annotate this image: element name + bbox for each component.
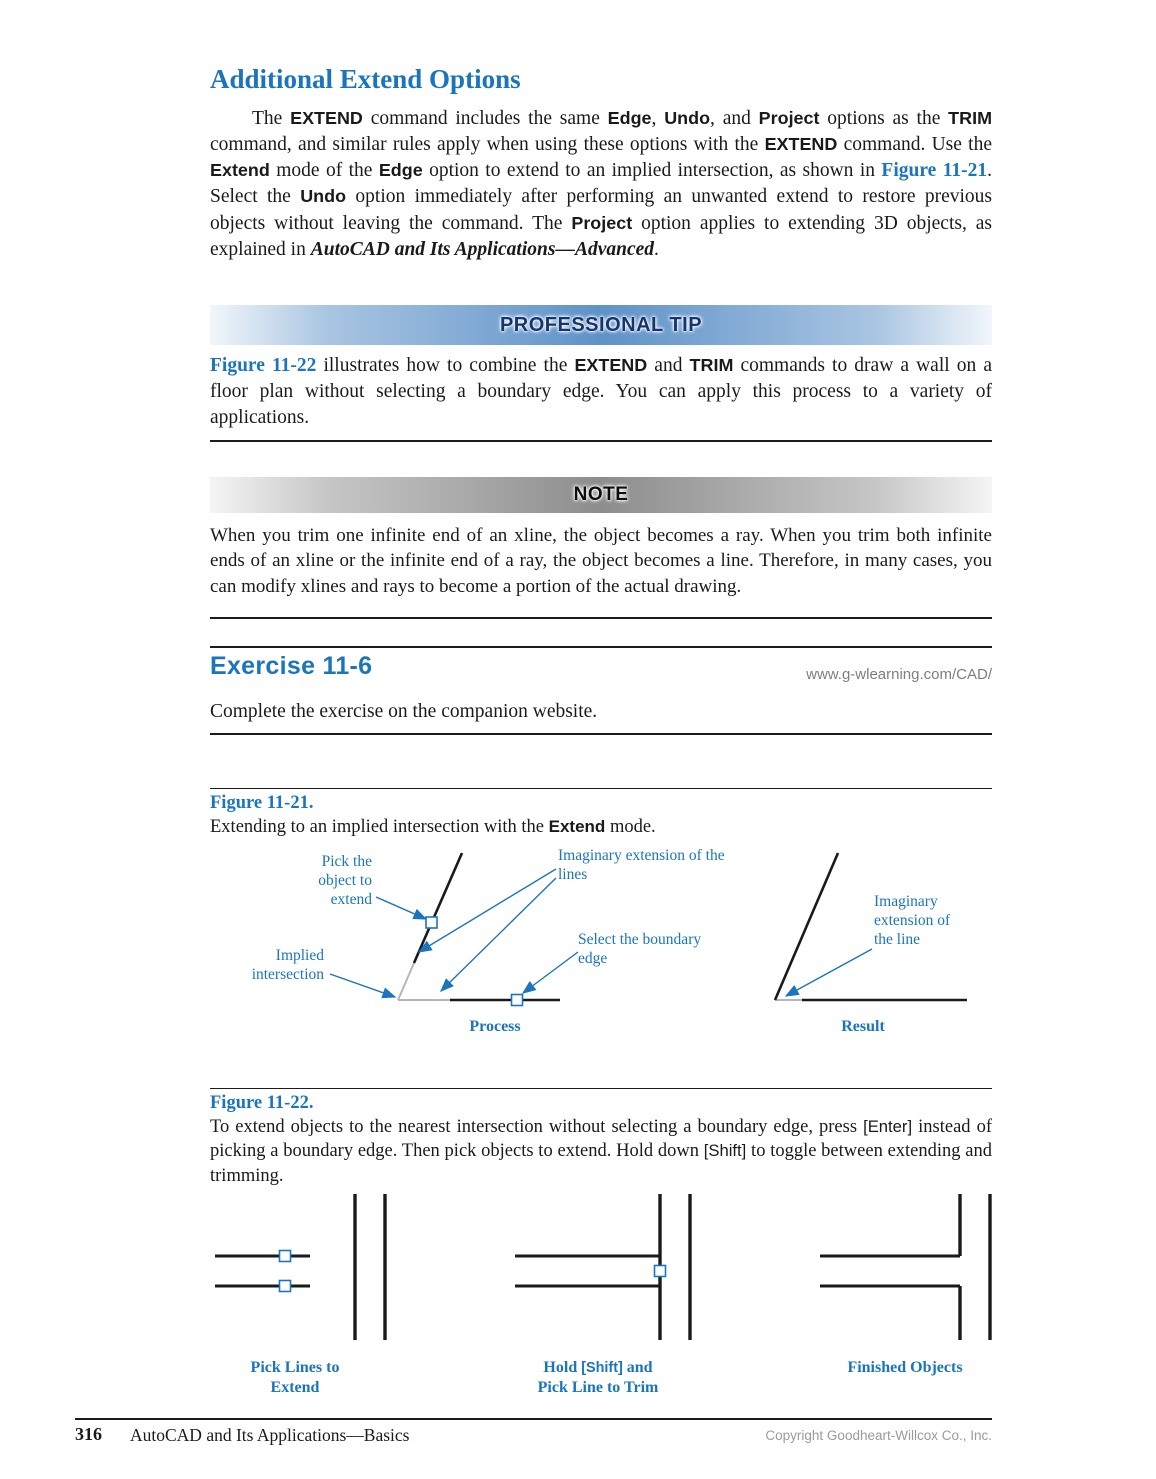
divider (210, 733, 992, 735)
object-to-extend-line (414, 853, 462, 963)
process-label: Process (469, 1018, 521, 1035)
divider (210, 617, 992, 619)
pick-box (655, 1266, 666, 1277)
annotation-imaginary-extension-lines: Imaginary extension of the lines (558, 847, 725, 883)
divider (210, 440, 992, 442)
page-title: Additional Extend Options (210, 64, 521, 94)
label-finished: Finished Objects (847, 1359, 963, 1376)
figure-21-label: Figure 11-21. (210, 793, 314, 813)
pick-box (280, 1281, 291, 1292)
figure-22-caption: To extend objects to the nearest intersection without selecting a boundary edge, press [Enter] instead of picking a boundary edge. Then pick objects to extend. Hold down [Shift] to toggle between extending and trimming. (210, 1117, 992, 1186)
note-paragraph: When you trim one infinite end of an xline, the object becomes a ray. When you trim both infinite ends of an xline or the infinite end of a ray, the object becomes a line. Therefore, in many cases, you can modify xlines and rays to become a portion of the actual drawing. (210, 525, 992, 597)
figure-22-drawing (210, 1192, 992, 1352)
divider (210, 646, 992, 648)
label-hold-shift: Hold [Shift] and Pick Line to Trim (537, 1359, 659, 1396)
page-number: 316 (75, 1424, 102, 1444)
figure-22-label: Figure 11-22. (210, 1093, 314, 1113)
annotation-select-boundary: Select the boundary edge (578, 931, 702, 967)
tip-paragraph: Figure 11-22 illustrates how to combine the EXTEND and TRIM commands to draw a wall on a floor plan without selecting a boundary edge. You can apply this process to a variety of applications. (210, 355, 993, 429)
figure-21-diagram (210, 845, 992, 1055)
exercise-instruction: Complete the exercise on the companion website. (210, 701, 598, 722)
label-pick-lines: Pick Lines to Extend (250, 1359, 340, 1396)
intro-paragraph: The EXTEND command includes the same Edge, Undo, and Project options as the TRIM command, and similar rules apply when using these options with the EXTEND command. Use the Extend mode of the Edge option to extend to an implied intersection, as shown in Figure 11-21. Select the Undo option immediately after performing an unwanted extend to restore previous objects without leaving the command. The Project option applies to extending 3D objects, as explained in AutoCAD and Its Applications—Advanced. (210, 108, 993, 260)
divider (210, 788, 992, 789)
footer-divider (75, 1418, 992, 1420)
pick-box (280, 1251, 291, 1262)
exercise-url[interactable]: www.g-wlearning.com/CAD/ (806, 666, 992, 683)
process-drawing (398, 853, 560, 1000)
annotation-pick-object: Pick the object to extend (318, 853, 372, 908)
figure-21-caption: Extending to an implied intersection with the Extend mode. (210, 817, 656, 837)
note-banner: NOTE (210, 477, 992, 513)
figure-22-diagram (210, 1192, 992, 1402)
result-label: Result (841, 1018, 885, 1035)
pick-box (426, 917, 437, 928)
book-title: AutoCAD and Its Applications—Basics (130, 1425, 410, 1445)
divider (210, 1088, 992, 1089)
panel-finished (820, 1194, 990, 1340)
annotation-imaginary-extension-line: Imaginary extension of the line (874, 893, 951, 948)
copyright-notice: Copyright Goodheart-Willcox Co., Inc. (765, 1428, 992, 1443)
exercise-title: Exercise 11-6 (210, 652, 373, 680)
pick-box (512, 995, 523, 1006)
extended-line (775, 853, 838, 1000)
panel-pick-lines (215, 1194, 385, 1340)
annotation-implied-intersection: Implied intersection (251, 947, 324, 983)
professional-tip-banner: PROFESSIONAL TIP (210, 305, 992, 345)
